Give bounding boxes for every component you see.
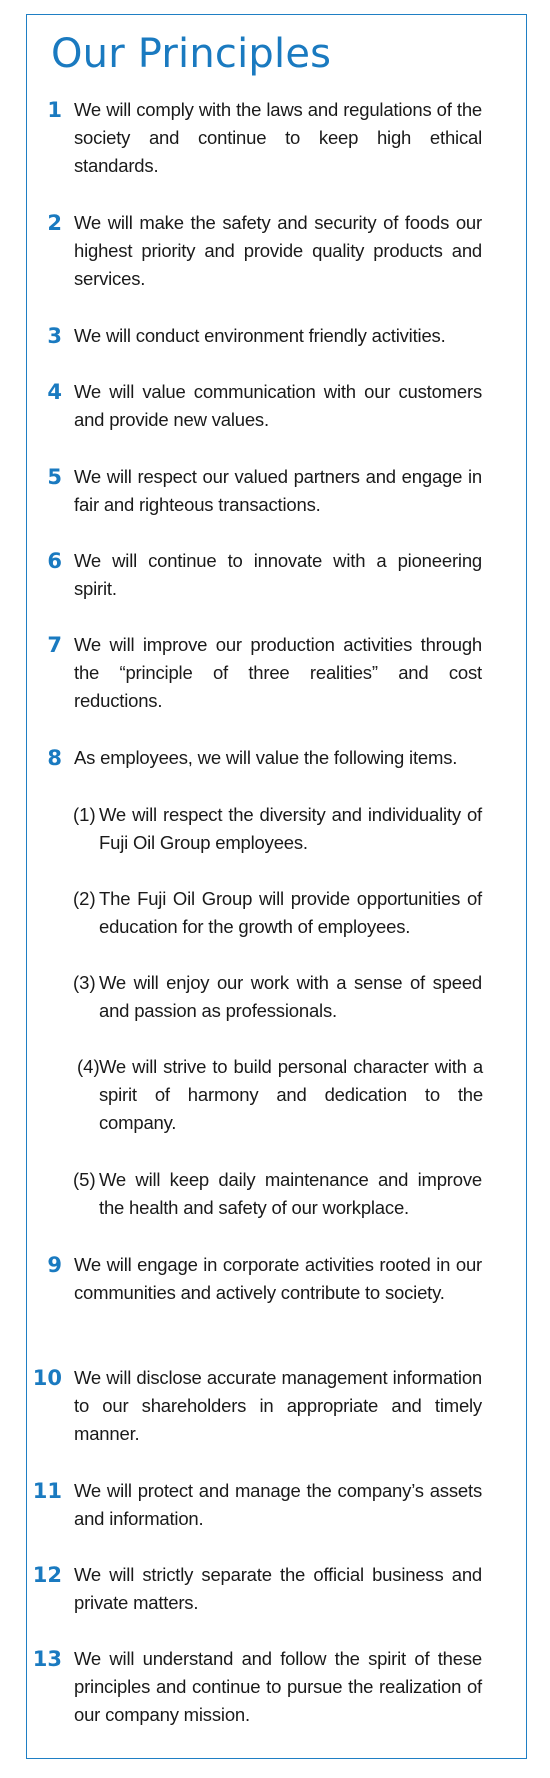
principle-text: We will value communication with our customers and provide new values. (74, 381, 482, 430)
principle-number: 2 (47, 211, 62, 235)
employee-item-label: (3) (73, 972, 96, 993)
principle-number: 4 (47, 380, 62, 404)
employee-item-text: We will respect the diversity and individuality of Fuji Oil Group employees. (99, 804, 482, 853)
principle-number: 5 (47, 465, 62, 489)
principle-number: 6 (47, 549, 62, 573)
employee-item-text: We will enjoy our work with a sense of speed and passion as professionals. (99, 972, 482, 1021)
principle-text: We will protect and manage the company’s assets and information. (74, 1480, 482, 1529)
principle-number: 10 (32, 1366, 62, 1390)
principle-number: 11 (32, 1479, 62, 1503)
employee-item-text: We will strive to build personal character with a spirit of harmony and dedication to the company. (99, 1056, 483, 1133)
principle-text: We will strictly separate the official business and private matters. (74, 1564, 482, 1613)
principle-text: We will continue to innovate with a pioneering spirit. (74, 550, 482, 599)
employee-item-label: (5) (73, 1169, 96, 1190)
principle-text: We will disclose accurate management information to our shareholders in appropriate and timely manner. (74, 1367, 482, 1444)
principle-text: As employees, we will value the following items. (74, 747, 458, 768)
principle-text: We will engage in corporate activities rooted in our communities and actively contribute to society. (74, 1254, 482, 1303)
principle-text: We will conduct environment friendly activities. (74, 325, 446, 346)
employee-item-label: (4) (77, 1056, 100, 1077)
principle-text: We will understand and follow the spirit of these principles and continue to pursue the realization of our company mission. (74, 1648, 482, 1725)
principle-number: 8 (47, 746, 62, 770)
page-title: Our Principles (51, 31, 332, 77)
principle-text: We will make the safety and security of foods our highest priority and provide quality products and services. (74, 212, 482, 289)
principle-number: 3 (47, 324, 62, 348)
principle-text: We will respect our valued partners and engage in fair and righteous transactions. (74, 466, 482, 515)
principle-number: 9 (47, 1253, 62, 1277)
employee-item-label: (2) (73, 888, 96, 909)
principle-text: We will improve our production activities through the “principle of three realities” and cost reductions. (74, 634, 482, 711)
principle-number: 1 (47, 98, 62, 122)
principle-number: 13 (32, 1647, 62, 1671)
employee-item-text: The Fuji Oil Group will provide opportunities of education for the growth of employees. (99, 888, 482, 937)
principle-number: 12 (32, 1563, 62, 1587)
employee-item-label: (1) (73, 804, 96, 825)
principle-number: 7 (47, 633, 62, 657)
principle-text: We will comply with the laws and regulations of the society and continue to keep high ethical standards. (74, 99, 482, 176)
employee-item-text: We will keep daily maintenance and improve the health and safety of our workplace. (99, 1169, 482, 1218)
